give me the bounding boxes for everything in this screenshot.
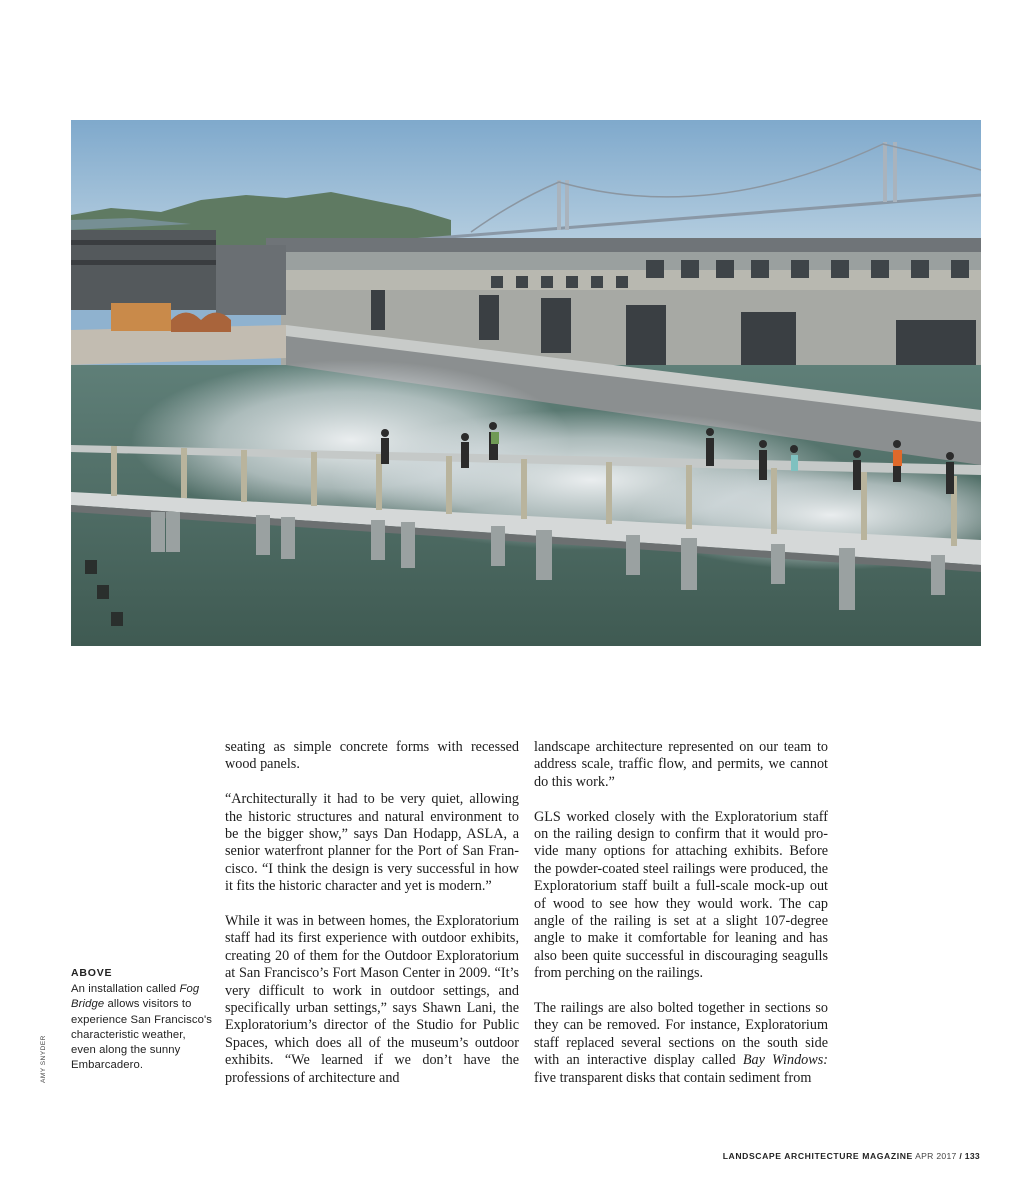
exhibit-title: Bay Windows: xyxy=(742,1052,828,1069)
page-separator: / xyxy=(959,1151,963,1161)
article-column-right xyxy=(534,739,828,1087)
paragraph: “Architecturally it had to be very quiet, allowing the historic structures and natural environment to be the bigger show,” says Dan Hodapp, ASLA, a senior waterfront planner for the Port of San Francisco. “I think the design is very successful in how it fits the historic character and yet is modern.” xyxy=(225,791,519,895)
caption-installation-title: Fog Bridge xyxy=(71,983,200,1011)
paragraph: The railings are also bolted together in sections so they can be removed. For instance, Exploratorium staff replaced several sections on the south side with an interactive display called Bay Windows: five transparent disks that contain sediment from xyxy=(534,1000,828,1086)
photo-credit: AMY SNYDER xyxy=(40,1035,47,1083)
page-number: 133 xyxy=(964,1151,980,1161)
paragraph: While it was in between homes, the Exploratorium staff had its first experience with outdoor exhibits, creating 20 of them for the Outdoor Exploratorium at San Francisco’s Fort Mason Center in 2009. “It’s very difficult to work in outdoor settings, and specifically urban settings,” says Shawn Lani, the Exploratorium’s director of the Studio for Public Spaces, which does all of the museum’s outdoor exhibits. “We learned if we don’t have the professions of architecture and xyxy=(225,913,519,1086)
article-column-left xyxy=(225,739,519,1087)
fog-bridge-photo xyxy=(71,120,981,646)
caption-text: An installation called Fog Bridge allows visitors to experience San Francisco's characteristic weather, even along the sunny Embarcadero. xyxy=(71,983,213,1072)
paragraph: landscape architecture represented on our team to address scale, traffic flow, and permits, we cannot do this work.” xyxy=(534,739,828,790)
photo-caption xyxy=(71,966,213,1073)
paragraph: seating as simple concrete forms with recessed wood panels. xyxy=(225,739,519,773)
paragraph: GLS worked closely with the Exploratorium staff on the railing design to confirm that it would provide many options for attaching exhibits. Before the powder-coated steel railings were produced, the Exploratorium staff built a full-scale mock-up out of wood to see how they would work. The cap angle of the railing is set at a slight 107-degree angle to make it comfortable for leaning and has also been quite successful in discouraging seagulls from perching on the railings. xyxy=(534,808,828,982)
caption-heading: ABOVE xyxy=(71,967,113,979)
magazine-name: LANDSCAPE ARCHITECTURE MAGAZINE xyxy=(722,1151,913,1161)
issue-date: APR 2017 xyxy=(915,1151,957,1161)
page-footer xyxy=(723,1151,980,1161)
